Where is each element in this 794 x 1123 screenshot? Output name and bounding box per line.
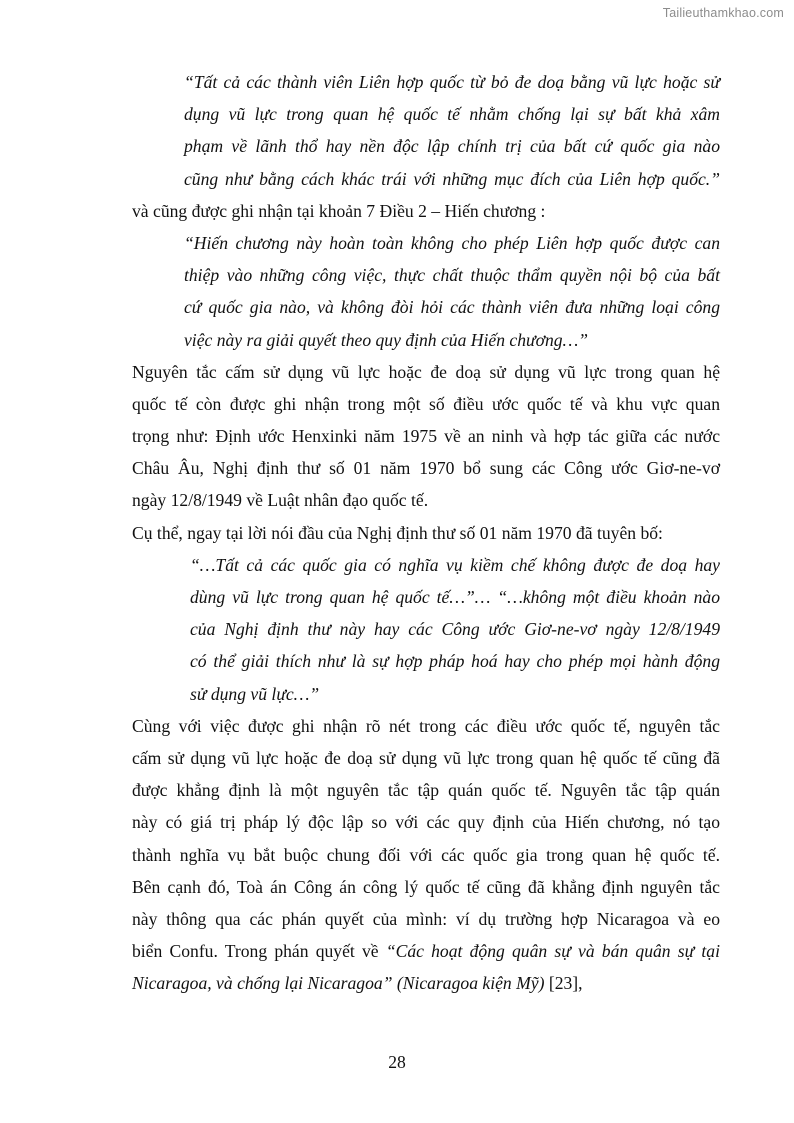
paragraph-line: thành nghĩa vụ bắt buộc chung đối với các quốc gia trong quan hệ quốc tế. bbox=[132, 844, 720, 865]
quote-line: sử dụng vũ lực…” bbox=[190, 683, 320, 704]
paragraph-customary-principle bbox=[132, 710, 720, 1000]
paragraph-line: trọng như: Định ước Henxinki năm 1975 về an ninh và hợp tác giữa các nước bbox=[132, 426, 720, 447]
paragraph-line: cấm sử dụng vũ lực hoặc đe doạ sử dụng vũ lực trong quan hệ quốc tế cũng đã bbox=[132, 747, 720, 768]
document-page bbox=[132, 66, 720, 999]
quote-line: “…Tất cả các quốc gia có nghĩa vụ kiềm chế không được đe doạ hay bbox=[190, 554, 720, 575]
quote-line: cứ quốc gia nào, và không đòi hỏi các thành viên đưa những loại công bbox=[184, 297, 720, 318]
quote-block-charter-article-2-7 bbox=[132, 227, 720, 356]
quote-line: “Tất cả các thành viên Liên hợp quốc từ bỏ đe doạ bằng vũ lực hoặc sử bbox=[184, 72, 720, 92]
quote-line: việc này ra giải quyết theo quy định của Hiến chương…” bbox=[184, 329, 589, 350]
quote-line: của Nghị định thư này hay các Công ước Giơ-ne-vơ ngày 12/8/1949 bbox=[190, 619, 720, 640]
citation: [23], bbox=[544, 973, 583, 994]
paragraph-line: quốc tế còn được ghi nhận trong một số điều ước quốc tế và khu vực quan bbox=[132, 393, 720, 414]
quote-line: dụng vũ lực trong quan hệ quốc tế nhằm chống lại sự bất khả xâm bbox=[184, 104, 720, 125]
page-number: 28 bbox=[388, 1052, 406, 1072]
paragraph-line: được khẳng định là một nguyên tắc tập quán quốc tế. Nguyên tắc tập quán bbox=[132, 780, 720, 801]
case-title-italic: Nicaragoa, và chống lại Nicaragoa” (Nicaragoa kiện Mỹ) bbox=[132, 973, 545, 994]
paragraph-line: và cũng được ghi nhận tại khoản 7 Điều 2 – Hiến chương : bbox=[132, 200, 546, 221]
paragraph-line: Nguyên tắc cấm sử dụng vũ lực hoặc đe doạ sử dụng vũ lực trong quan hệ bbox=[132, 361, 720, 382]
quote-line: phạm về lãnh thổ hay nền độc lập chính trị của bất cứ quốc gia nào bbox=[184, 136, 720, 157]
quote-line: có thể giải thích như là sự hợp pháp hoá hay cho phép mọi hành động bbox=[190, 651, 720, 672]
quote-line: cũng như bằng cách khác trái với những mục đích của Liên hợp quốc.” bbox=[184, 168, 720, 189]
case-title-italic: “Các hoạt động quân sự và bán quân sự tại bbox=[385, 941, 720, 962]
paragraph-line bbox=[132, 935, 720, 967]
quote-line: “Hiến chương này hoàn toàn không cho phép Liên hợp quốc được can bbox=[184, 232, 720, 253]
paragraph-line: này thông qua các phán quyết của mình: ví dụ trường hợp Nicaragoa và eo bbox=[132, 908, 720, 929]
watermark: Tailieuthamkhao.com bbox=[662, 6, 784, 20]
paragraph-line bbox=[132, 967, 720, 999]
quote-line: thiệp vào những công việc, thực chất thuộc thẩm quyền nội bộ của bất bbox=[184, 265, 720, 286]
paragraph-line: này có giá trị pháp lý độc lập so với các quy định của Hiến chương, nó tạo bbox=[132, 812, 720, 833]
quote-block-charter-article-2-4 bbox=[132, 66, 720, 195]
quote-line: dùng vũ lực trong quan hệ quốc tế…”… “…không một điều khoản nào bbox=[190, 587, 720, 607]
paragraph-line: ngày 12/8/1949 về Luật nhân đạo quốc tế. bbox=[132, 490, 429, 511]
plain-text: biển Confu. Trong phán quyết về bbox=[132, 941, 386, 962]
paragraph-line: Châu Âu, Nghị định thư số 01 năm 1970 bổ sung các Công ước Giơ-ne-vơ bbox=[132, 458, 720, 479]
paragraph-line: Cùng với việc được ghi nhận rõ nét trong các điều ước quốc tế, nguyên tắc bbox=[132, 715, 720, 736]
paragraph-line: Cụ thể, ngay tại lời nói đầu của Nghị định thư số 01 năm 1970 đã tuyên bố: bbox=[132, 522, 663, 543]
quote-block-protocol-preamble bbox=[132, 549, 720, 710]
paragraph-treaties bbox=[132, 356, 720, 517]
paragraph-line: Bên cạnh đó, Toà án Công án công lý quốc tế cũng đã khẳng định nguyên tắc bbox=[132, 876, 720, 897]
